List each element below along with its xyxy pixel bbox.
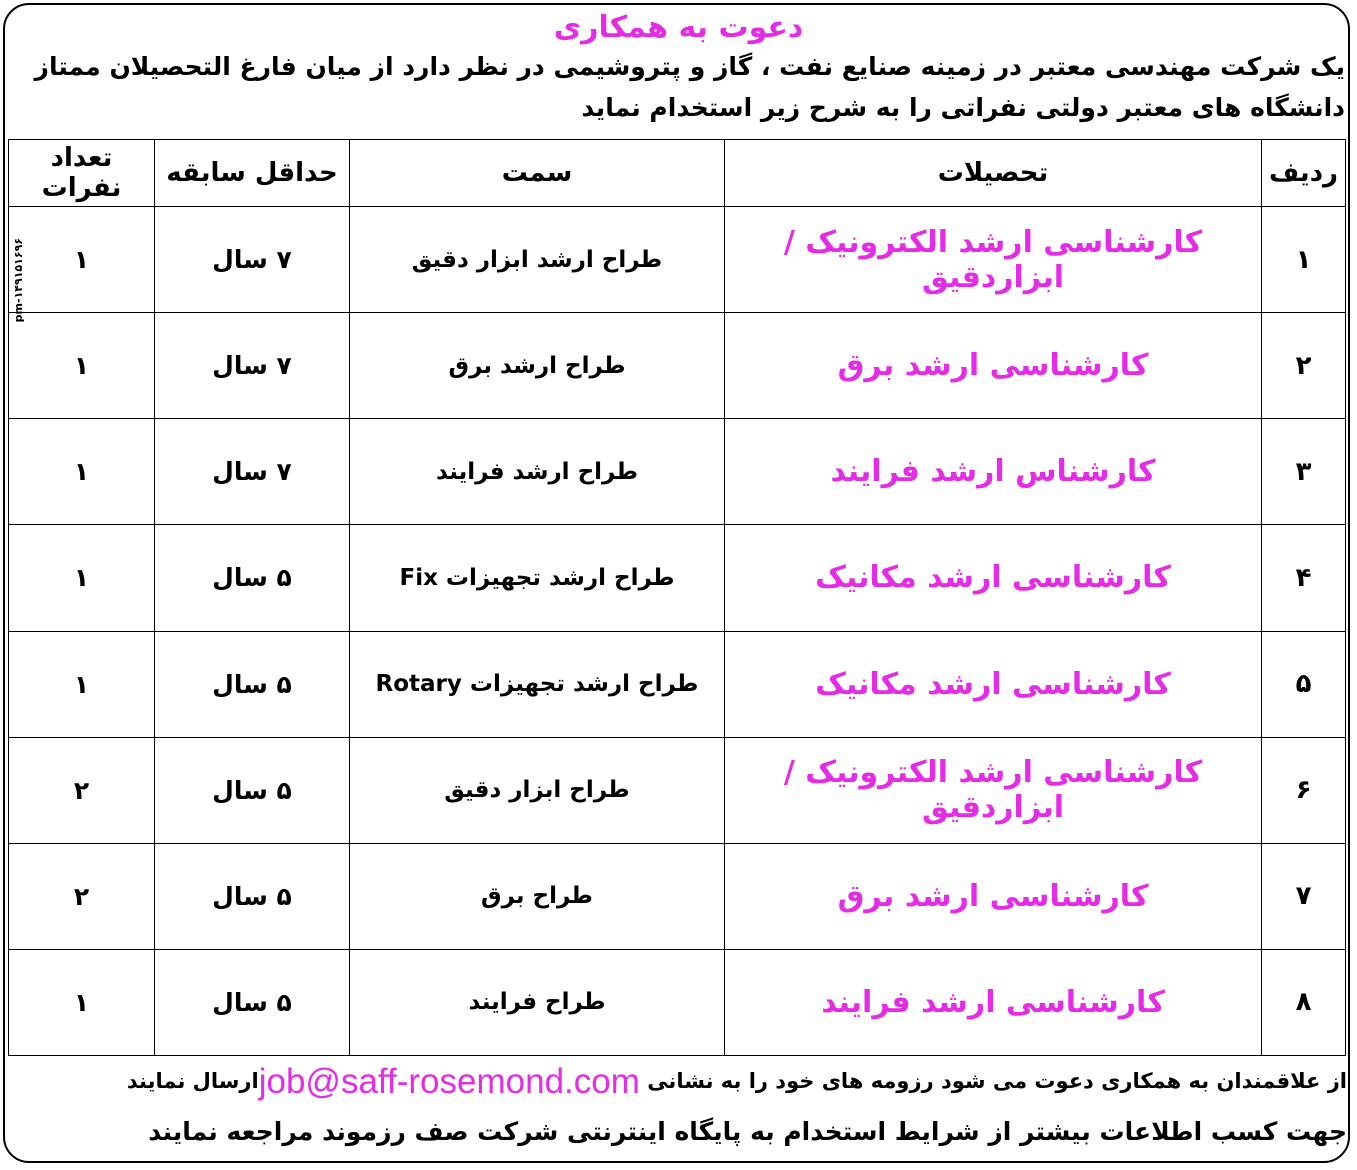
table-row <box>9 631 1346 737</box>
contact-email-link[interactable]: job@saff-rosemond.com <box>258 1062 640 1101</box>
row-education: کارشناسی ارشد الکترونیک / ابزاردقیق <box>725 207 1262 313</box>
header-education: تحصیلات <box>725 140 1262 207</box>
row-count: ۱ <box>9 419 155 525</box>
intro-line-1: یک شرکت مهندسی معتبر در زمینه صنایع نفت ، گاز و پتروشیمی در نظر دارد از میان فارغ التحصیلان ممتاز <box>34 52 1345 81</box>
row-experience: ۵ سال <box>155 525 350 631</box>
row-number: ۴ <box>1262 525 1346 631</box>
header-position: سمت <box>350 140 725 207</box>
row-number: ۸ <box>1262 949 1346 1055</box>
header-count: تعداد نفرات <box>9 140 155 207</box>
row-experience: ۷ سال <box>155 207 350 313</box>
row-count: ۱ <box>9 207 155 313</box>
table-row <box>9 525 1346 631</box>
row-experience: ۵ سال <box>155 737 350 843</box>
row-education: کارشناسی ارشد مکانیک <box>725 525 1262 631</box>
row-experience: ۷ سال <box>155 313 350 419</box>
row-count: ۱ <box>9 949 155 1055</box>
row-experience: ۵ سال <box>155 631 350 737</box>
row-number: ۵ <box>1262 631 1346 737</box>
row-number: ۱ <box>1262 207 1346 313</box>
row-position: طراح ارشد تجهیزات Rotary <box>350 631 725 737</box>
intro-line-2: دانشگاه های معتبر دولتی نفراتی را به شرح زیر استخدام نماید <box>581 93 1345 122</box>
row-number: ۳ <box>1262 419 1346 525</box>
row-number: ۲ <box>1262 313 1346 419</box>
row-count: ۱ <box>9 631 155 737</box>
table-row <box>9 207 1346 313</box>
row-number: ۷ <box>1262 843 1346 949</box>
row-education: کارشناسی ارشد فرایند <box>725 949 1262 1055</box>
footer-line-2: جهت کسب اطلاعات بیشتر از شرایط استخدام به پایگاه اینترنتی شرکت صف رزموند مراجعه نمایند <box>148 1117 1347 1146</box>
row-education: کارشناسی ارشد الکترونیک / ابزاردقیق <box>725 737 1262 843</box>
table-row <box>9 737 1346 843</box>
row-position: طراح فرایند <box>350 949 725 1055</box>
row-experience: ۵ سال <box>155 843 350 949</box>
footer-line-1 <box>10 1062 1347 1102</box>
row-position: طراح ارشد فرایند <box>350 419 725 525</box>
row-count: ۱ <box>9 525 155 631</box>
row-education: کارشناسی ارشد مکانیک <box>725 631 1262 737</box>
row-count: ۲ <box>9 843 155 949</box>
row-education: کارشناس ارشد فرایند <box>725 419 1262 525</box>
row-position: طراح ابزار دقیق <box>350 737 725 843</box>
jobs-table <box>8 139 1346 1056</box>
row-position: طراح ارشد تجهیزات Fix <box>350 525 725 631</box>
table-row <box>9 949 1346 1055</box>
ad-title: دعوت به همکاری <box>553 10 804 45</box>
table-header-row <box>9 140 1346 207</box>
row-position: طراح برق <box>350 843 725 949</box>
row-position: طراح ارشد ابزار دقیق <box>350 207 725 313</box>
side-code: pm-۱۴۹۱۵۱۶۹۶ <box>12 238 25 323</box>
row-count: ۲ <box>9 737 155 843</box>
row-experience: ۷ سال <box>155 419 350 525</box>
row-education: کارشناسی ارشد برق <box>725 313 1262 419</box>
row-experience: ۵ سال <box>155 949 350 1055</box>
table-row <box>9 313 1346 419</box>
row-number: ۶ <box>1262 737 1346 843</box>
row-education: کارشناسی ارشد برق <box>725 843 1262 949</box>
footer-line-1-text: از علاقمندان به همکاری دعوت می شود رزومه های خود را به نشانی <box>647 1069 1347 1093</box>
row-position: طراح ارشد برق <box>350 313 725 419</box>
header-experience: حداقل سابقه <box>155 140 350 207</box>
footer-line-1-end: ارسال نمایند <box>126 1069 259 1093</box>
table-row <box>9 843 1346 949</box>
row-count: ۱ <box>9 313 155 419</box>
table-row <box>9 419 1346 525</box>
header-row-number: ردیف <box>1262 140 1346 207</box>
